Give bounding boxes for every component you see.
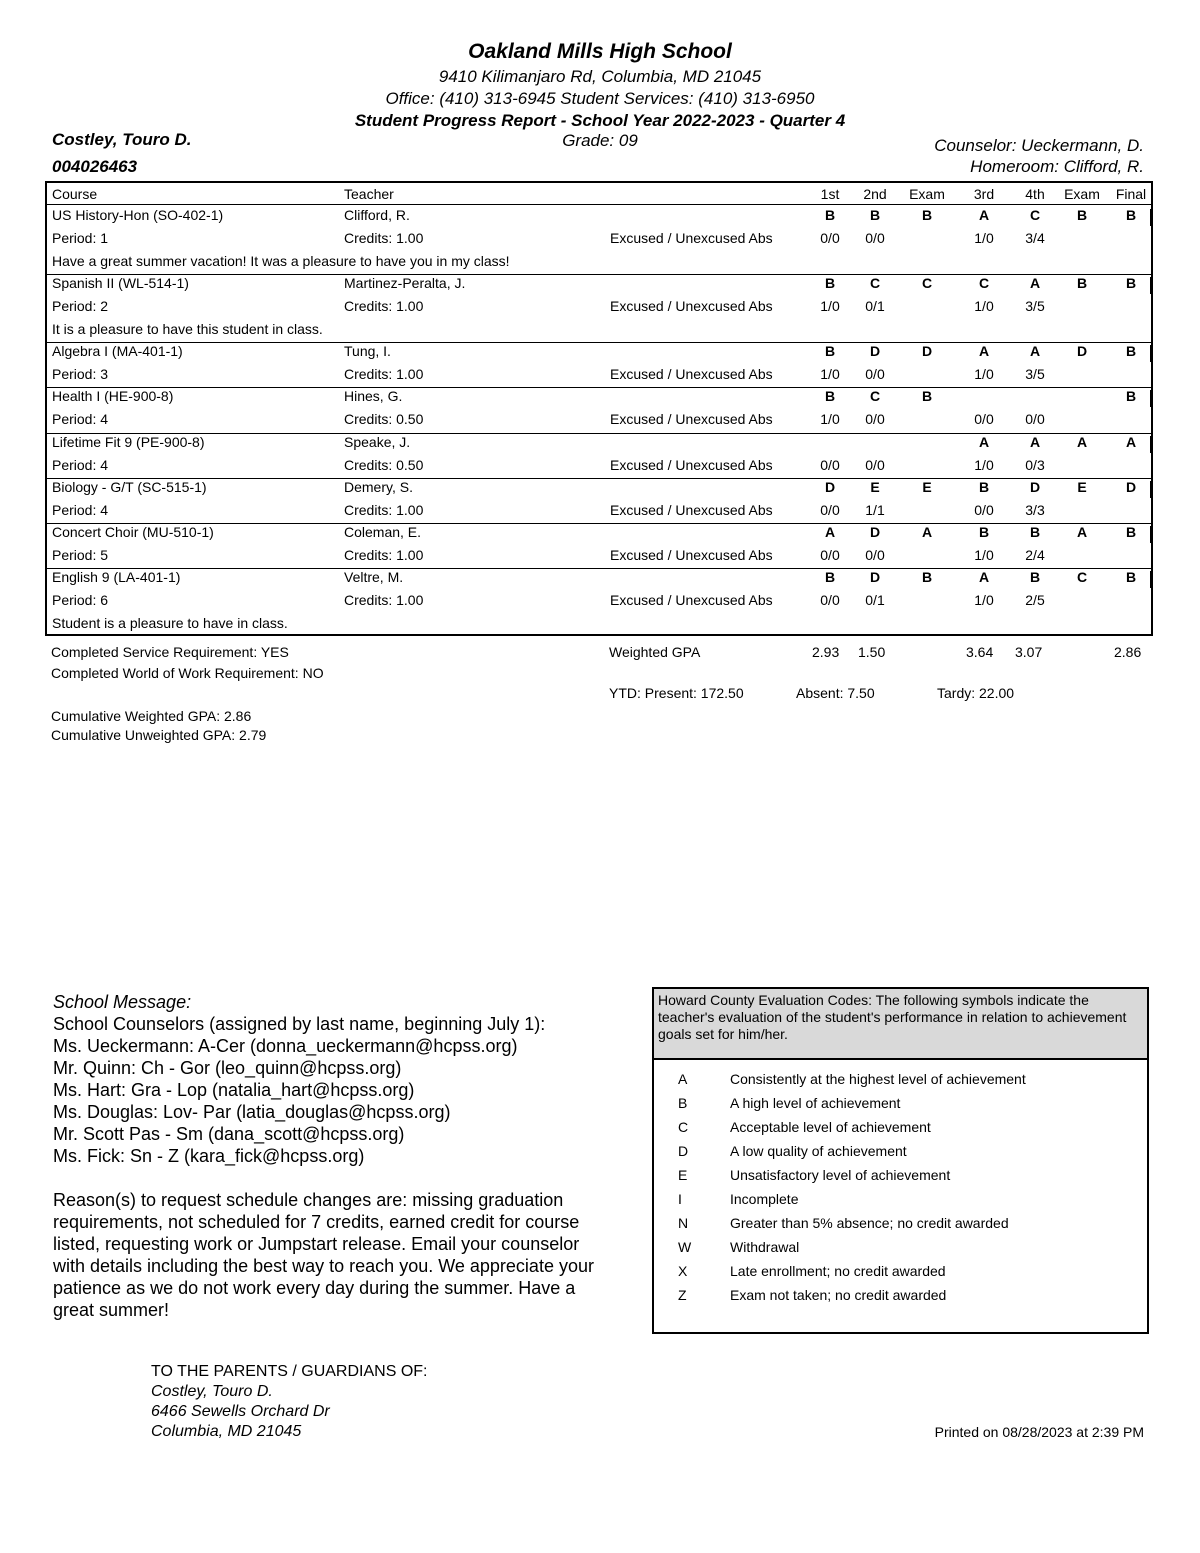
weighted-gpa-label: Weighted GPA — [609, 644, 701, 660]
absence-abs4: 3/4 — [1025, 230, 1045, 246]
grade-exam1: B — [921, 569, 933, 585]
grade-final: B — [1125, 207, 1137, 223]
course-period: Period: 5 — [52, 547, 109, 563]
school-message-line: School Counselors (assigned by last name, beginning July 1): — [53, 1014, 546, 1034]
grade-exam2: C — [1076, 569, 1088, 585]
course-credits: Credits: 0.50 — [344, 457, 424, 473]
grade-exam2: B — [1076, 275, 1088, 291]
teacher-comment: Student is a pleasure to have in class. — [52, 615, 288, 631]
grade-q2: C — [869, 388, 881, 404]
grade-final: B — [1125, 275, 1137, 291]
grade-q4: D — [1029, 479, 1041, 495]
grade-final: B — [1125, 524, 1137, 540]
evaluation-codes-box — [652, 987, 1149, 1334]
course-name: Biology - G/T (SC-515-1) — [52, 479, 207, 495]
evaluation-code-description: A high level of achievement — [730, 1095, 901, 1111]
grade-exam1: C — [921, 275, 933, 291]
row-divider — [47, 387, 1151, 388]
teacher-comment: It is a pleasure to have this student in class. — [52, 321, 323, 337]
absence-label: Excused / Unexcused Abs — [610, 547, 773, 563]
grade-q4: A — [1029, 343, 1041, 359]
course-name: Spanish II (WL-514-1) — [52, 275, 189, 291]
reason-line: great summer! — [53, 1300, 170, 1320]
row-edge-mark — [1150, 345, 1153, 362]
course-period: Period: 6 — [52, 592, 109, 608]
course-period: Period: 1 — [52, 230, 109, 246]
evaluation-code-description: Unsatisfactory level of achievement — [730, 1167, 951, 1183]
grade-q3: A — [978, 207, 990, 223]
school-message-line: Mr. Quinn: Ch - Gor (leo_quinn@hcpss.org) — [53, 1058, 402, 1078]
absence-abs3: 0/0 — [974, 411, 994, 427]
evaluation-code-description: Exam not taken; no credit awarded — [730, 1287, 947, 1303]
absence-abs2: 0/1 — [865, 298, 885, 314]
reason-line: patience as we do not work every day during the summer. Have a — [53, 1278, 576, 1298]
weighted-gpa-q3: 3.64 — [966, 644, 994, 660]
absence-abs2: 0/0 — [865, 411, 885, 427]
school-address: 9410 Kilimanjaro Rd, Columbia, MD 21045 — [438, 67, 762, 86]
absence-abs4: 0/0 — [1025, 411, 1045, 427]
cumulative-weighted-gpa: Cumulative Weighted GPA: 2.86 — [51, 708, 252, 724]
weighted-gpa-q2: 1.50 — [858, 644, 886, 660]
evaluation-code: I — [678, 1191, 682, 1207]
course-period: Period: 4 — [52, 502, 109, 518]
grade-q1: B — [824, 343, 836, 359]
header-divider — [47, 204, 1151, 205]
absence-abs1: 0/0 — [820, 230, 840, 246]
absence-abs1: 1/0 — [820, 298, 840, 314]
teacher-name: Tung, I. — [344, 343, 391, 359]
absence-label: Excused / Unexcused Abs — [610, 366, 773, 382]
mailing-name: Costley, Touro D. — [151, 1383, 273, 1400]
teacher-name: Martinez-Peralta, J. — [344, 275, 466, 291]
absence-label: Excused / Unexcused Abs — [610, 457, 773, 473]
absence-label: Excused / Unexcused Abs — [610, 411, 773, 427]
header-q2: 2nd — [863, 186, 887, 202]
weighted-gpa-final: 2.86 — [1114, 644, 1142, 660]
absence-abs3: 0/0 — [974, 502, 994, 518]
course-period: Period: 4 — [52, 457, 109, 473]
absence-abs2: 0/1 — [865, 592, 885, 608]
header-exam2: Exam — [1064, 186, 1100, 202]
absence-abs2: 0/0 — [865, 457, 885, 473]
ytd-present: YTD: Present: 172.50 — [609, 685, 744, 701]
evaluation-code-description: Acceptable level of achievement — [730, 1119, 931, 1135]
report-title: Student Progress Report - School Year 2022-2023 - Quarter 4 — [354, 111, 846, 130]
grade-q2: D — [869, 524, 881, 540]
school-message-line: Ms. Ueckermann: A-Cer (donna_ueckermann@hcpss.org) — [53, 1036, 518, 1056]
reason-line: Reason(s) to request schedule changes are: missing graduation — [53, 1190, 564, 1210]
service-requirement: Completed Service Requirement: YES — [51, 644, 289, 660]
absence-label: Excused / Unexcused Abs — [610, 592, 773, 608]
header-q4: 4th — [1025, 186, 1045, 202]
row-edge-mark — [1150, 526, 1153, 543]
row-edge-mark — [1150, 481, 1153, 498]
grade-exam1: B — [921, 388, 933, 404]
course-name: US History-Hon (SO-402-1) — [52, 207, 224, 223]
grade-exam1: B — [921, 207, 933, 223]
grades-table — [45, 181, 1153, 636]
school-message-line: Mr. Scott Pas - Sm (dana_scott@hcpss.org) — [53, 1124, 405, 1144]
course-credits: Credits: 1.00 — [344, 298, 424, 314]
grade-final: D — [1125, 479, 1137, 495]
evaluation-code: X — [678, 1263, 688, 1279]
course-period: Period: 2 — [52, 298, 109, 314]
row-edge-mark — [1150, 571, 1153, 588]
evaluation-code: B — [678, 1095, 688, 1111]
grade-q3: A — [978, 343, 990, 359]
course-name: English 9 (LA-401-1) — [52, 569, 181, 585]
absence-abs1: 0/0 — [820, 502, 840, 518]
grade-q2: D — [869, 343, 881, 359]
teacher-name: Coleman, E. — [344, 524, 422, 540]
evaluation-code: A — [678, 1071, 688, 1087]
evaluation-code-description: A low quality of achievement — [730, 1143, 907, 1159]
reason-line: listed, requesting work or Jumpstart release. Email your counselor — [53, 1234, 580, 1254]
grade-q1: B — [824, 569, 836, 585]
grade-q2: E — [870, 479, 880, 495]
grade-q3: B — [978, 479, 990, 495]
evaluation-code: E — [678, 1167, 688, 1183]
evaluation-codes-heading: Howard County Evaluation Codes: The following symbols indicate the teacher's evaluation of the student's performance in relation to achievement goals set for him/her. — [654, 989, 1147, 1060]
teacher-name: Veltre, M. — [344, 569, 404, 585]
absence-abs3: 1/0 — [974, 547, 994, 563]
evaluation-code: Z — [678, 1287, 687, 1303]
absence-abs4: 2/4 — [1025, 547, 1045, 563]
absence-label: Excused / Unexcused Abs — [610, 230, 773, 246]
grade-exam1: A — [921, 524, 933, 540]
grade-q3: A — [978, 569, 990, 585]
course-credits: Credits: 1.00 — [344, 230, 424, 246]
grade-q1: B — [824, 207, 836, 223]
header-teacher: Teacher — [344, 186, 394, 202]
grade-exam1: E — [922, 479, 932, 495]
teacher-name: Demery, S. — [344, 479, 413, 495]
evaluation-code: W — [678, 1239, 692, 1255]
grade-exam2: E — [1077, 479, 1087, 495]
absence-abs1: 1/0 — [820, 366, 840, 382]
ytd-tardy: Tardy: 22.00 — [937, 685, 1015, 701]
teacher-comment: Have a great summer vacation! It was a pleasure to have you in my class! — [52, 253, 510, 269]
course-period: Period: 3 — [52, 366, 109, 382]
mailing-city: Columbia, MD 21045 — [151, 1423, 302, 1440]
course-credits: Credits: 1.00 — [344, 502, 424, 518]
printed-date: Printed on 08/28/2023 at 2:39 PM — [934, 1424, 1144, 1440]
grade-q1: B — [824, 275, 836, 291]
row-edge-mark — [1150, 277, 1153, 294]
header-exam1: Exam — [909, 186, 945, 202]
ytd-absent: Absent: 7.50 — [796, 685, 875, 701]
absence-abs3: 1/0 — [974, 457, 994, 473]
evaluation-code-description: Withdrawal — [730, 1239, 800, 1255]
header-final: Final — [1115, 186, 1147, 202]
course-name: Lifetime Fit 9 (PE-900-8) — [52, 434, 205, 450]
absence-label: Excused / Unexcused Abs — [610, 502, 773, 518]
grade-q4: A — [1029, 434, 1041, 450]
course-name: Health I (HE-900-8) — [52, 388, 174, 404]
grade-q4: A — [1029, 275, 1041, 291]
grade-exam2: B — [1076, 207, 1088, 223]
grade-exam2: A — [1076, 434, 1088, 450]
school-name: Oakland Mills High School — [468, 40, 732, 63]
reason-line: requirements, not scheduled for 7 credits, earned credit for course — [53, 1212, 580, 1232]
student-id: 004026463 — [52, 157, 138, 176]
grade-q1: A — [824, 524, 836, 540]
grade-exam2: A — [1076, 524, 1088, 540]
absence-abs1: 0/0 — [820, 457, 840, 473]
evaluation-code: C — [678, 1119, 689, 1135]
grade-final: A — [1125, 434, 1137, 450]
grade-q4: C — [1029, 207, 1041, 223]
grade-q2: C — [869, 275, 881, 291]
course-credits: Credits: 1.00 — [344, 592, 424, 608]
absence-abs2: 0/0 — [865, 230, 885, 246]
evaluation-code: N — [678, 1215, 689, 1231]
school-message-line: Ms. Douglas: Lov- Par (latia_douglas@hcpss.org) — [53, 1102, 451, 1122]
evaluation-code-description: Late enrollment; no credit awarded — [730, 1263, 946, 1279]
school-message-line: Ms. Fick: Sn - Z (kara_fick@hcpss.org) — [53, 1146, 365, 1166]
row-edge-mark — [1150, 390, 1153, 407]
school-message-heading: School Message: — [53, 992, 192, 1012]
teacher-name: Clifford, R. — [344, 207, 410, 223]
absence-abs4: 0/3 — [1025, 457, 1045, 473]
grade-exam2: D — [1076, 343, 1088, 359]
absence-abs4: 3/5 — [1025, 298, 1045, 314]
grade-q4: B — [1029, 524, 1041, 540]
mailing-street: 6466 Sewells Orchard Dr — [151, 1403, 330, 1420]
course-credits: Credits: 0.50 — [344, 411, 424, 427]
grade-q3: A — [978, 434, 990, 450]
absence-abs3: 1/0 — [974, 298, 994, 314]
world-of-work-requirement: Completed World of Work Requirement: NO — [51, 665, 324, 681]
absence-abs3: 1/0 — [974, 366, 994, 382]
grade-final: B — [1125, 343, 1137, 359]
absence-abs1: 0/0 — [820, 592, 840, 608]
mailing-to: TO THE PARENTS / GUARDIANS OF: — [151, 1363, 428, 1380]
grade-q1: B — [824, 388, 836, 404]
absence-abs3: 1/0 — [974, 592, 994, 608]
absence-abs2: 1/1 — [865, 502, 885, 518]
cumulative-unweighted-gpa: Cumulative Unweighted GPA: 2.79 — [51, 727, 267, 743]
absence-abs2: 0/0 — [865, 366, 885, 382]
school-message-line: Ms. Hart: Gra - Lop (natalia_hart@hcpss.org) — [53, 1080, 415, 1100]
absence-abs1: 1/0 — [820, 411, 840, 427]
evaluation-code: D — [678, 1143, 689, 1159]
course-name: Algebra I (MA-401-1) — [52, 343, 183, 359]
absence-abs3: 1/0 — [974, 230, 994, 246]
teacher-name: Hines, G. — [344, 388, 403, 404]
row-edge-mark — [1150, 209, 1153, 226]
grade-q2: B — [869, 207, 881, 223]
student-name: Costley, Touro D. — [52, 130, 192, 149]
course-name: Concert Choir (MU-510-1) — [52, 524, 214, 540]
header-q1: 1st — [820, 186, 840, 202]
row-edge-mark — [1150, 436, 1153, 453]
absence-abs4: 3/3 — [1025, 502, 1045, 518]
teacher-name: Speake, J. — [344, 434, 411, 450]
absence-abs2: 0/0 — [865, 547, 885, 563]
grade-q4: B — [1029, 569, 1041, 585]
absence-label: Excused / Unexcused Abs — [610, 298, 773, 314]
student-grade: Grade: 09 — [562, 131, 638, 150]
course-period: Period: 4 — [52, 411, 109, 427]
school-phones: Office: (410) 313-6945 Student Services: (410) 313-6950 — [385, 89, 815, 108]
homeroom: Homeroom: Clifford, R. — [970, 157, 1144, 176]
weighted-gpa-q1: 2.93 — [812, 644, 840, 660]
counselor: Counselor: Ueckermann, D. — [934, 136, 1144, 155]
grade-final: B — [1125, 569, 1137, 585]
evaluation-code-description: Greater than 5% absence; no credit awarded — [730, 1215, 1009, 1231]
grade-final: B — [1125, 388, 1137, 404]
weighted-gpa-q4: 3.07 — [1015, 644, 1043, 660]
header-course: Course — [52, 186, 98, 202]
absence-abs1: 0/0 — [820, 547, 840, 563]
grade-q3: B — [978, 524, 990, 540]
grade-q1: D — [824, 479, 836, 495]
course-credits: Credits: 1.00 — [344, 547, 424, 563]
grade-exam1: D — [921, 343, 933, 359]
grade-q2: D — [869, 569, 881, 585]
evaluation-code-description: Incomplete — [730, 1191, 799, 1207]
evaluation-code-description: Consistently at the highest level of achievement — [730, 1071, 1026, 1087]
reason-line: with details including the best way to reach you. We appreciate your — [53, 1256, 594, 1276]
grade-q3: C — [978, 275, 990, 291]
absence-abs4: 2/5 — [1025, 592, 1045, 608]
header-q3: 3rd — [973, 186, 995, 202]
course-credits: Credits: 1.00 — [344, 366, 424, 382]
absence-abs4: 3/5 — [1025, 366, 1045, 382]
